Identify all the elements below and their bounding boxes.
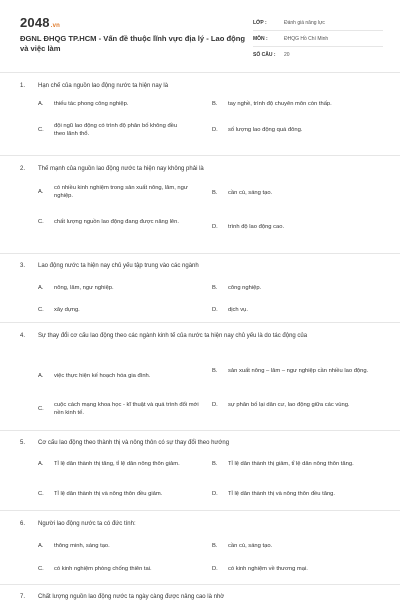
option-letter: C. xyxy=(38,566,44,572)
question-4-option-b[interactable] xyxy=(212,367,382,375)
question-number: 3. xyxy=(20,263,26,269)
option-letter: A. xyxy=(38,285,44,291)
divider xyxy=(0,253,400,254)
option-text: sự phân bố lại dân cư, lao động giữa các vùng. xyxy=(228,402,350,408)
question-1-option-b[interactable] xyxy=(212,100,382,108)
option-letter: C. xyxy=(38,406,44,412)
option-text: Tỉ lệ dân thành thị giảm, tỉ lệ dân nông thôn tăng. xyxy=(228,461,354,467)
question-1-option-c[interactable] xyxy=(38,122,208,138)
question-2-option-d[interactable] xyxy=(212,223,382,231)
option-letter: C. xyxy=(38,307,44,313)
option-text: cần cù, sáng tạo. xyxy=(228,543,273,549)
option-letter: B. xyxy=(212,461,218,467)
option-letter: A. xyxy=(38,189,44,195)
question-4-option-c[interactable] xyxy=(38,401,208,417)
question-text: Lao động nước ta hiện nay chủ yếu tập trung vào các ngành xyxy=(38,263,199,269)
question-4-heading xyxy=(20,332,380,341)
option-letter: C. xyxy=(38,219,44,225)
option-text: trình độ lao động cao. xyxy=(228,224,285,230)
option-text: có kinh nghiệm phòng chống thiên tai. xyxy=(54,566,152,572)
question-3-heading xyxy=(20,262,380,271)
option-text: sản xuất nông – lâm – ngư nghiệp cần nhiều lao động. xyxy=(228,368,369,374)
question-number: 5. xyxy=(20,440,26,446)
meta-value: Đánh giá năng lực xyxy=(284,19,325,26)
option-letter: C. xyxy=(38,127,44,133)
option-text: xây dựng. xyxy=(54,307,80,313)
option-letter: D. xyxy=(212,127,218,133)
option-letter: D. xyxy=(212,307,218,313)
option-text: cuộc cách mạng khoa học - kĩ thuật và quá trình đổi mới nền kinh tế. xyxy=(54,402,199,416)
question-6-heading xyxy=(20,520,380,529)
divider xyxy=(0,155,400,156)
question-5-option-d[interactable] xyxy=(212,490,382,498)
divider xyxy=(0,584,400,585)
meta-label: SỐ CÂU : xyxy=(253,52,276,58)
question-5-option-c[interactable] xyxy=(38,490,208,498)
option-text: tay nghề, trình độ chuyên môn còn thấp. xyxy=(228,101,332,107)
divider xyxy=(0,430,400,431)
question-6-option-b[interactable] xyxy=(212,542,382,550)
option-letter: D. xyxy=(212,491,218,497)
question-1-option-a[interactable] xyxy=(38,100,208,108)
option-text: Tỉ lệ dân thành thị và nông thôn đều tăng. xyxy=(228,491,336,497)
option-letter: B. xyxy=(212,190,218,196)
option-text: việc thực hiện kế hoạch hóa gia đình. xyxy=(54,373,151,379)
question-number: 4. xyxy=(20,333,26,339)
question-6-option-c[interactable] xyxy=(38,565,208,573)
option-text: số lượng lao động quá đông. xyxy=(228,127,303,133)
question-1-heading xyxy=(20,82,380,91)
question-4-option-a[interactable] xyxy=(38,372,208,380)
meta-label: LỚP : xyxy=(253,19,267,26)
option-letter: A. xyxy=(38,461,44,467)
question-5-heading xyxy=(20,439,380,448)
question-4-option-d[interactable] xyxy=(212,401,382,409)
option-text: có nhiều kinh nghiệm trong sản xuất nông, lâm, ngư nghiệp. xyxy=(54,185,188,199)
question-3-option-c[interactable] xyxy=(38,306,208,314)
meta-row-subject xyxy=(253,31,383,47)
option-letter: B. xyxy=(212,285,218,291)
option-letter: B. xyxy=(212,543,218,549)
question-2-option-c[interactable] xyxy=(38,218,208,226)
logo-main-text: 2048 xyxy=(20,15,50,30)
question-1-option-d[interactable] xyxy=(212,126,382,134)
question-text: Chất lượng nguồn lao động nước ta ngày càng được nâng cao là nhờ xyxy=(38,594,225,600)
question-number: 6. xyxy=(20,521,26,527)
meta-info-box xyxy=(253,15,383,63)
divider xyxy=(0,72,400,73)
option-text: Tỉ lệ dân thành thị tăng, tỉ lệ dân nông thôn giảm. xyxy=(54,461,180,467)
option-text: công nghiệp. xyxy=(228,285,262,291)
option-text: thông minh, sáng tạo. xyxy=(54,543,110,549)
option-letter: B. xyxy=(212,101,218,107)
question-text: Thế mạnh của nguồn lao động nước ta hiện nay không phải là xyxy=(38,166,204,172)
option-text: nông, lâm, ngư nghiệp. xyxy=(54,285,114,291)
option-text: đội ngũ lao động có trình độ phân bố không đều theo lãnh thổ. xyxy=(54,123,178,137)
divider xyxy=(0,322,400,323)
meta-row-class xyxy=(253,15,383,31)
question-number: 2. xyxy=(20,166,26,172)
logo-suffix-text: .vn xyxy=(50,23,61,29)
question-text: Cơ cấu lao động theo thành thị và nông thôn có sự thay đổi theo hướng xyxy=(38,440,230,446)
document-header xyxy=(0,0,400,72)
option-text: dịch vụ. xyxy=(228,307,248,313)
meta-row-count xyxy=(253,47,383,63)
meta-value: 20 xyxy=(284,52,290,58)
question-6-option-a[interactable] xyxy=(38,542,208,550)
meta-value: ĐHQG Hồ Chí Minh xyxy=(284,35,329,42)
question-7-heading xyxy=(20,594,380,600)
question-5-option-a[interactable] xyxy=(38,460,208,468)
divider xyxy=(0,510,400,511)
question-2-heading xyxy=(20,165,380,174)
question-text: Sự thay đổi cơ cấu lao động theo các ngành kinh tế của nước ta hiện nay chủ yếu là do tác động của xyxy=(38,333,308,339)
question-3-option-b[interactable] xyxy=(212,284,382,292)
question-2-option-a[interactable] xyxy=(38,184,208,200)
question-text: Hạn chế của nguồn lao động nước ta hiện nay là xyxy=(38,83,169,89)
option-letter: A. xyxy=(38,373,44,379)
option-text: chất lượng nguồn lao động đang được nâng lên. xyxy=(54,219,179,225)
option-letter: B. xyxy=(212,368,218,374)
question-number: 1. xyxy=(20,83,26,89)
option-letter: A. xyxy=(38,543,44,549)
option-letter: D. xyxy=(212,402,218,408)
question-6-option-d[interactable] xyxy=(212,565,382,573)
option-letter: C. xyxy=(38,491,44,497)
question-3-option-d[interactable] xyxy=(212,306,382,314)
question-number: 7. xyxy=(20,594,26,600)
question-5-option-b[interactable] xyxy=(212,460,382,468)
question-3-option-a[interactable] xyxy=(38,284,208,292)
site-logo[interactable] xyxy=(20,15,60,30)
option-text: Tỉ lệ dân thành thị và nông thôn đều giảm. xyxy=(54,491,163,497)
option-letter: A. xyxy=(38,101,44,107)
option-letter: D. xyxy=(212,566,218,572)
question-text: Người lao động nước ta có đức tính: xyxy=(38,521,136,527)
option-text: có kinh nghiệm về thương mại. xyxy=(228,566,308,572)
question-2-option-b[interactable] xyxy=(212,189,382,197)
option-text: cần cù, sáng tạo. xyxy=(228,190,273,196)
option-text: thiếu tác phong công nghiệp. xyxy=(54,101,129,107)
document-title: ĐGNL ĐHQG TP.HCM - Vấn đề thuộc lĩnh vực địa lý - Lao động và việc làm xyxy=(20,34,246,53)
meta-label: MÔN : xyxy=(253,35,268,42)
option-letter: D. xyxy=(212,224,218,230)
